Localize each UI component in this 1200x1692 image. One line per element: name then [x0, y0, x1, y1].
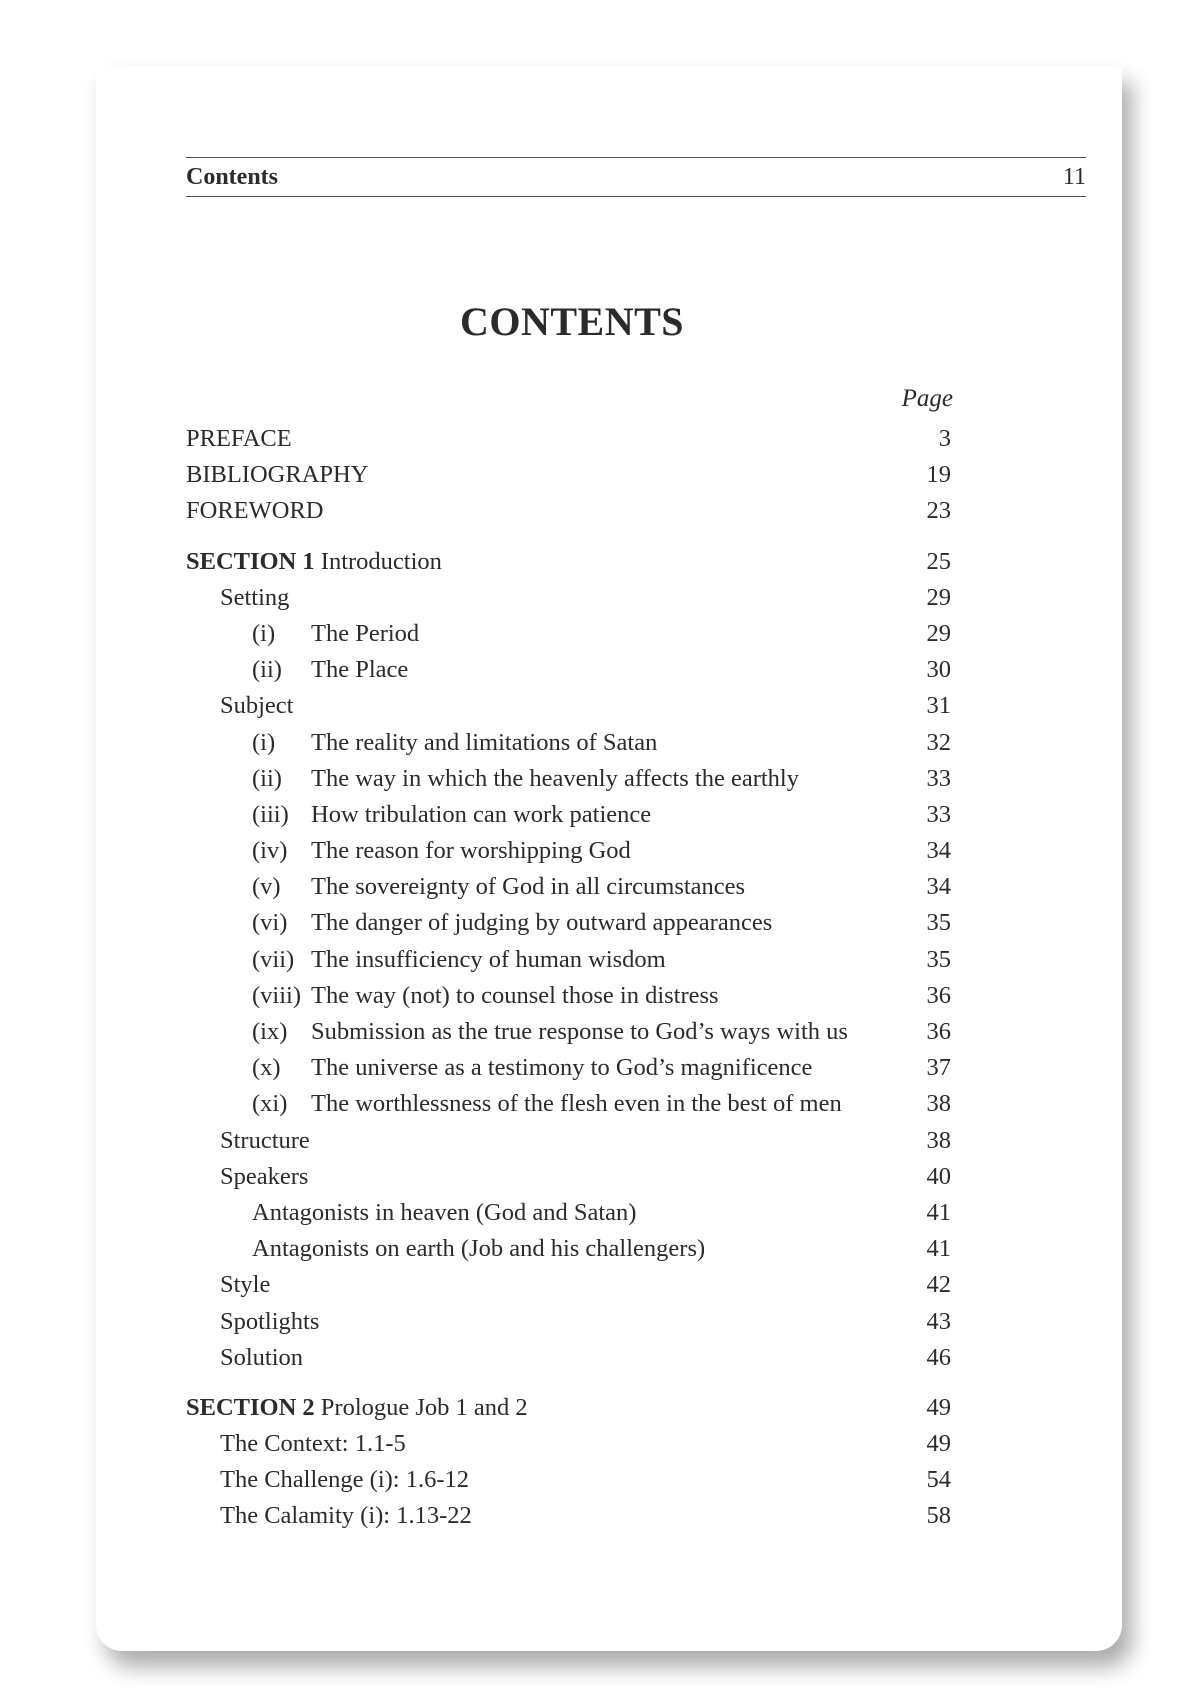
page-column-label: Page	[901, 385, 953, 412]
toc-entry: Style 42	[220, 1271, 951, 1299]
section-label: SECTION 2	[186, 1393, 315, 1421]
toc-subentry: Antagonists in heaven (God and Satan) 41	[252, 1198, 951, 1226]
toc-entry: The Challenge (i): 1.6-12 54	[220, 1466, 951, 1494]
toc-entry: Setting 29	[220, 583, 951, 611]
toc-entry: FOREWORD 23	[186, 497, 951, 525]
toc-subentry: (iv) The reason for worshipping God 34	[252, 837, 951, 865]
table-of-contents	[186, 421, 951, 1535]
toc-entry: The Context: 1.1-5 49	[220, 1430, 951, 1458]
toc-subentry: Antagonists on earth (Job and his challengers) 41	[252, 1235, 951, 1263]
contents-title: CONTENTS	[459, 299, 685, 344]
toc-entry: Solution 46	[220, 1343, 951, 1371]
running-header-title: Contents	[186, 164, 279, 190]
toc-subentry: (viii) The way (not) to counsel those in distress 36	[252, 981, 951, 1009]
toc-subentry: (v) The sovereignty of God in all circumstances 34	[252, 873, 951, 901]
toc-entry: Subject 31	[220, 692, 951, 720]
toc-entry: Structure 38	[220, 1126, 951, 1154]
section-label: SECTION 1	[186, 547, 315, 575]
toc-section-heading: SECTION 2 Prologue Job 1 and 2 49	[186, 1393, 951, 1421]
toc-entry: The Calamity (i): 1.13-22 58	[220, 1502, 951, 1530]
toc-subentry: (iii) How tribulation can work patience 33	[252, 800, 951, 828]
toc-subentry: (ix) Submission as the true response to God’s ways with us 36	[252, 1018, 951, 1045]
toc-subentry: (ii) The Place 30	[252, 656, 951, 684]
running-header	[186, 157, 1086, 197]
toc-subentry: (xi) The worthlessness of the flesh even in the best of men 38	[252, 1090, 951, 1118]
toc-subentry: (vi) The danger of judging by outward appearances 35	[252, 909, 951, 937]
toc-subentry: (vii) The insufficiency of human wisdom 35	[252, 945, 951, 973]
toc-subentry: (x) The universe as a testimony to God’s magnificence 37	[252, 1054, 951, 1082]
toc-subentry: (i) The Period 29	[252, 619, 951, 647]
running-header-page-number: 11	[1062, 164, 1086, 190]
toc-entry: Spotlights 43	[220, 1307, 951, 1335]
toc-entry: BIBLIOGRAPHY 19	[186, 461, 951, 489]
toc-subentry: (ii) The way in which the heavenly affects the earthly 33	[252, 764, 951, 792]
toc-entry: Speakers 40	[220, 1162, 951, 1190]
toc-entry: PREFACE 3	[186, 425, 951, 452]
toc-section-heading: SECTION 1 Introduction 25	[186, 547, 951, 575]
toc-subentry: (i) The reality and limitations of Satan 32	[252, 728, 951, 756]
